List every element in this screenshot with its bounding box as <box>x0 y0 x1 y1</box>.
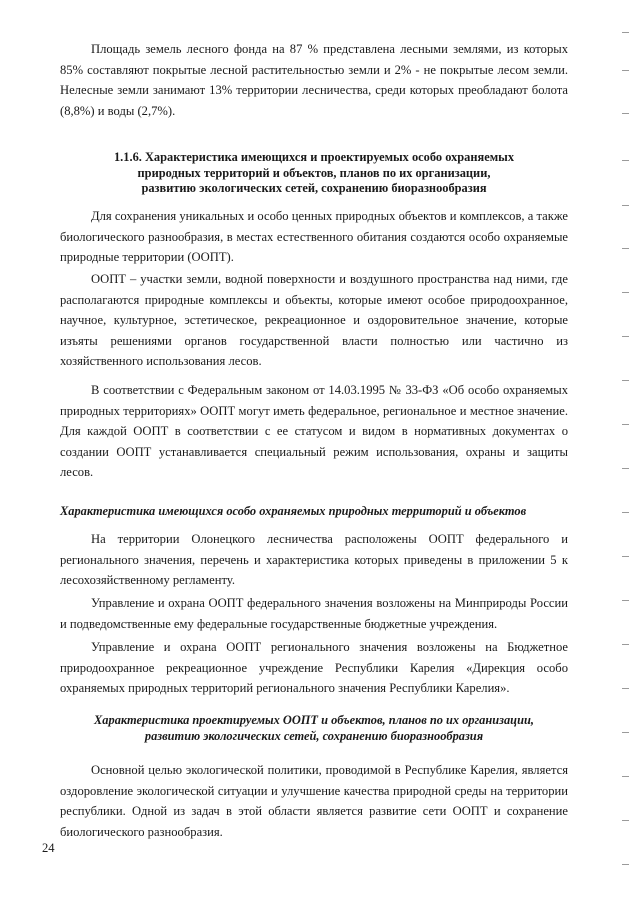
page-number: 24 <box>42 841 55 855</box>
paragraph-regional-management: Управление и охрана ООПТ регионального значения возложены на Бюджетное природоохранное рекреационное учреждение Республики Карелия «Дирекция особо охраняемых природных территорий регионального значения Республики Карелия». <box>60 640 568 696</box>
section-heading-1-1-6 <box>60 150 568 197</box>
heading-line-1: 1.1.6. Характеристика имеющихся и проектируемых особо охраняемых <box>113 150 515 164</box>
subheading-planned-oopt <box>60 713 568 744</box>
subheading-line-1: Характеристика проектируемых ООПТ и объектов, планов по их организации, <box>94 713 534 727</box>
paragraph-olonets-oopt: На территории Олонецкого лесничества расположены ООПТ федерального и регионального значения, перечень и характеристика которых приведены в приложении 5 к лесохозяйственному регламенту. <box>60 532 568 588</box>
paragraph-ecological-policy: Основной целью экологической политики, проводимой в Республике Карелия, является оздоровление экологической ситуации и улучшение качества природной среды на территории республики. Одной из задач в этой области является развитие сети ООПТ и сохранение биологического разнообразия. <box>60 763 568 839</box>
subheading-line-2: развитию экологических сетей, сохранению биоразнообразия <box>144 728 484 743</box>
heading-line-3: развитию экологических сетей, сохранению биоразнообразия <box>141 181 487 195</box>
paragraph-federal-management: Управление и охрана ООПТ федерального значения возложены на Минприроды России и подведомственные ему федеральные государственные бюджетные учреждения. <box>60 596 568 631</box>
paragraph-oopt-definition: ООПТ – участки земли, водной поверхности и воздушного пространства над ними, где располагаются природные комплексы и объекты, которые имеют особое природоохранное, научное, культурное, эстетическое, рекреационное и оздоровительное значение, которые изъяты решениями органов государственной власти полностью или частично из хозяйственного использования лесов. <box>60 272 568 369</box>
subheading-existing-oopt: Характеристика имеющихся особо охраняемых природных территорий и объектов <box>60 504 527 518</box>
paragraph-oopt-purpose: Для сохранения уникальных и особо ценных природных объектов и комплексов, а также биологического разнообразия, в местах естественного обитания создаются особо охраняемые природные территории (ООПТ). <box>60 209 568 265</box>
paragraph-federal-law: В соответствии с Федеральным законом от 14.03.1995 № 33-ФЗ «Об особо охраняемых природных территориях» ООПТ могут иметь федеральное, региональное и местное значение. Для каждой ООПТ в соответствии с ее статусом и видом в нормативных документах о создании ООПТ устанавливается специальный режим использования, охраны и защиты лесов. <box>60 383 568 480</box>
heading-line-2: природных территорий и объектов, планов по их организации, <box>137 165 491 180</box>
paragraph-land-fund: Площадь земель лесного фонда на 87 % представлена лесными землями, из которых 85% составляют покрытые лесной растительностью земли и 2% - не покрытые лесом земли. Нелесные земли занимают 13% территории лесничества, среди которых преобладают болота (8,8%) и воды (2,7%). <box>60 42 568 118</box>
